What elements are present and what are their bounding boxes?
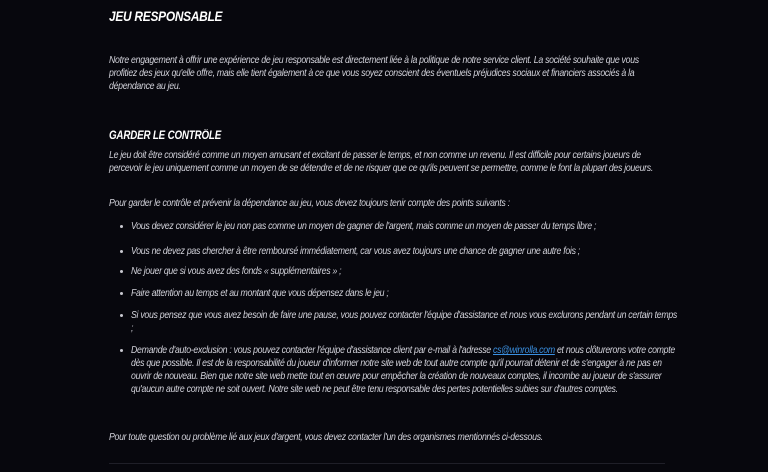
list-item-text: Vous ne devez pas chercher à être remboursé immédiatement, car vous avez toujours une chance de gagner une autre fois ; — [131, 246, 580, 257]
list-item-text: Si vous pensez que vous avez besoin de faire une pause, vous pouvez contacter l'équipe d'assistance et nous vous exclurons pendant un certain temps ; — [131, 310, 677, 334]
contact-paragraph: Pour toute question ou problème lié aux jeux d'argent, vous devez contacter l'un des organismes mentionnés ci-dessous. — [109, 432, 543, 443]
self-exclusion-text-before: Demande d'auto-exclusion : vous pouvez contacter l'équipe d'assistance client par e-mail à l'adresse — [131, 345, 494, 356]
bullet-icon — [120, 250, 123, 253]
self-exclusion-text-after: et nous clôturerons votre compte dès que possible. Il est de la responsabilité du joueur d'informer notre site web de tout autre compte qu'il pourrait détenir et de s'engager à ne pas en ouvrir de nouveau. Bien que notre site web mette tout en œuvre pour empêcher la création de nouveaux comptes, il incombe au joueur de s'assurer qu'aucun autre compte ne soit ouvert. Notre site web ne peut être tenu responsable des pertes potentielles subies sur d'autres comptes. — [131, 345, 675, 395]
bullet-icon — [120, 225, 123, 228]
support-email-link[interactable]: cs@winrolla.com — [493, 345, 555, 356]
list-item-text: Vous devez considérer le jeu non pas comme un moyen de gagner de l'argent, mais comme un moyen de passer du temps libre ; — [131, 221, 597, 232]
bullet-icon — [120, 292, 123, 295]
bullet-icon — [120, 349, 123, 352]
page-title: JEU RESPONSABLE — [109, 8, 223, 24]
bullet-icon — [120, 270, 123, 273]
bullet-icon — [120, 314, 123, 317]
points-intro-paragraph: Pour garder le contrôle et prévenir la dépendance au jeu, vous devez toujours tenir compte des points suivants : — [109, 198, 510, 209]
footer-divider — [109, 463, 665, 464]
control-paragraph: Le jeu doit être considéré comme un moyen amusant et excitant de passer le temps, et non comme un revenu. Il est difficile pour certains joueurs de percevoir le jeu uniquement comme un moyen de se détendre et de ne risquer que ce qu'ils peuvent se permettre, comme le font la plupart des joueurs. — [109, 150, 653, 174]
list-item-text: Ne jouer que si vous avez des fonds « supplémentaires » ; — [131, 266, 342, 277]
list-item-text: Faire attention au temps et au montant que vous dépensez dans le jeu ; — [131, 288, 389, 299]
list-item-text — [131, 344, 677, 396]
intro-paragraph: Notre engagement à offrir une expérience de jeu responsable est directement liée à la politique de notre service client. La société souhaite que vous profitiez des jeux qu'elle offre, mais elle tient également à ce que vous soyez conscient des éventuels préjudices sociaux et financiers associés à la dépendance au jeu. — [109, 55, 639, 92]
section-title-keep-control: GARDER LE CONTRÔLE — [109, 130, 222, 142]
